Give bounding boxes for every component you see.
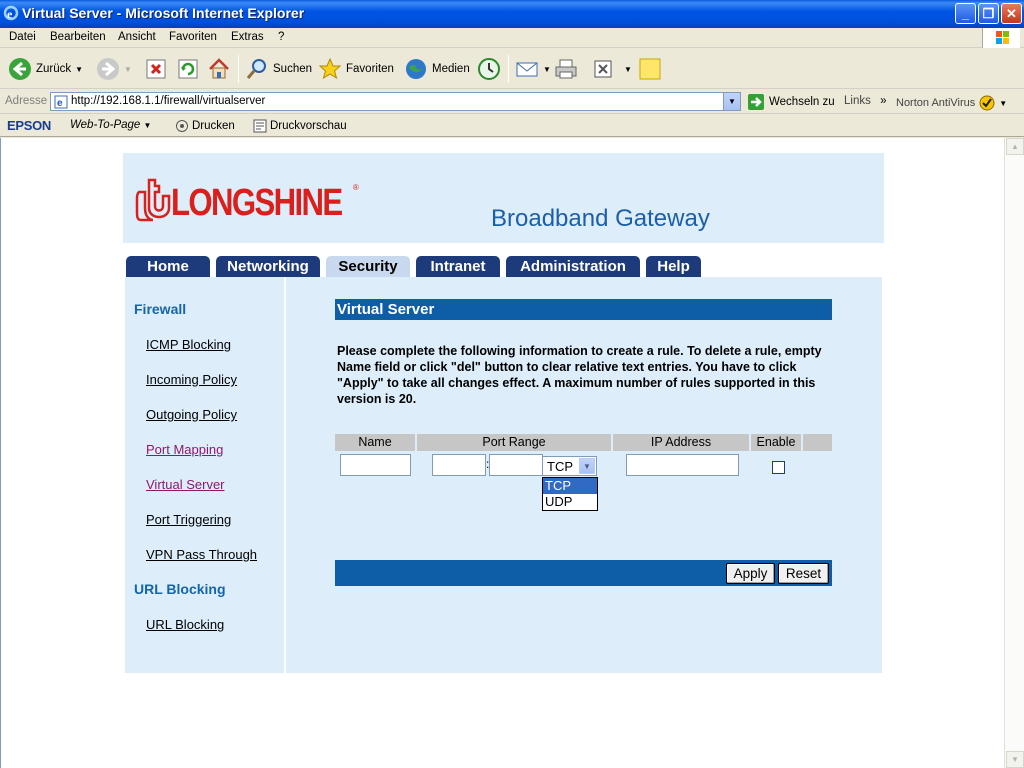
scroll-down-icon[interactable]: ▼ — [1006, 751, 1024, 768]
sidebar — [125, 277, 284, 673]
sidebar-item-incoming-policy[interactable]: Incoming Policy — [146, 372, 238, 387]
tab-home[interactable]: Home — [126, 256, 210, 277]
sidebar-item-virtual-server[interactable]: Virtual Server — [146, 477, 225, 492]
protocol-select[interactable] — [542, 456, 597, 476]
stop-button[interactable] — [145, 55, 167, 83]
star-icon — [318, 57, 342, 81]
longshine-logo — [135, 178, 359, 222]
address-label: Adresse — [5, 95, 48, 107]
browser-viewport — [0, 138, 1004, 768]
menu-ansicht[interactable]: Ansicht — [118, 31, 156, 43]
maximize-button[interactable]: ❐ — [978, 3, 999, 24]
product-title: Broadband Gateway — [491, 205, 710, 232]
svg-text:e: e — [7, 7, 13, 21]
norton-label: Norton AntiVirus — [896, 97, 976, 109]
sidebar-section-url-blocking: URL Blocking — [134, 581, 226, 597]
apply-button[interactable]: Apply — [726, 563, 775, 584]
mail-icon — [515, 57, 539, 81]
page-icon — [54, 95, 68, 109]
toolbar — [0, 49, 1024, 89]
epson-preview-button[interactable] — [253, 119, 347, 133]
refresh-icon — [177, 58, 199, 80]
menu-help[interactable]: ? — [278, 31, 285, 43]
forward-dropdown-icon: ▼ — [124, 64, 132, 74]
toolbar-separator — [238, 55, 239, 83]
port-range-separator: : — [486, 457, 490, 471]
port-start-input[interactable] — [432, 454, 486, 476]
messenger-button[interactable] — [638, 55, 662, 83]
norton-antivirus-button[interactable] — [896, 95, 1007, 111]
epson-print-button[interactable] — [175, 119, 235, 133]
go-label: Wechseln zu — [769, 96, 835, 108]
rules-table-header — [335, 434, 832, 451]
links-button[interactable] — [844, 95, 886, 107]
tab-security[interactable]: Security — [326, 256, 410, 277]
tab-help[interactable]: Help — [646, 256, 701, 277]
protocol-dropdown-list — [542, 477, 598, 511]
forward-arrow-icon — [96, 57, 120, 81]
menu-favoriten[interactable]: Favoriten — [169, 31, 217, 43]
sidebar-item-icmp-blocking[interactable]: ICMP Blocking — [146, 337, 232, 352]
media-globe-icon — [404, 57, 428, 81]
address-dropdown-icon[interactable]: ▼ — [723, 93, 740, 110]
sidebar-item-port-mapping[interactable]: Port Mapping — [146, 442, 224, 457]
toolbar-separator — [508, 55, 509, 83]
favorites-button[interactable] — [318, 55, 394, 83]
printer-icon — [554, 57, 578, 81]
rule-name-input[interactable] — [340, 454, 411, 476]
epson-logo: EPSON — [7, 118, 52, 133]
enable-checkbox[interactable] — [772, 461, 785, 474]
main-content — [286, 277, 882, 673]
window-titlebar — [0, 0, 1024, 28]
epson-print-label: Drucken — [192, 120, 235, 132]
registered-mark: ® — [352, 183, 359, 192]
search-icon — [245, 57, 269, 81]
address-url: http://192.168.1.1/firewall/virtualserver — [71, 95, 266, 107]
go-button[interactable] — [747, 92, 835, 112]
go-arrow-icon — [747, 93, 765, 111]
history-icon — [477, 57, 501, 81]
edit-window-icon — [592, 58, 614, 80]
address-input[interactable] — [50, 92, 741, 111]
norton-dropdown-icon[interactable]: ▼ — [999, 98, 1008, 108]
window-title: Virtual Server - Microsoft Internet Explorer — [22, 5, 305, 21]
sidebar-section-firewall: Firewall — [134, 301, 187, 317]
internet-explorer-icon — [3, 5, 19, 21]
column-ip-address: IP Address — [613, 434, 749, 451]
home-icon — [207, 57, 231, 81]
ip-address-input[interactable] — [626, 454, 739, 476]
links-chevron-icon: » — [880, 95, 887, 107]
tab-intranet[interactable]: Intranet — [416, 256, 500, 277]
vertical-scrollbar[interactable] — [1004, 138, 1024, 768]
home-button[interactable] — [207, 55, 231, 83]
edit-button[interactable] — [592, 55, 632, 83]
back-button[interactable] — [8, 55, 83, 83]
page-description: Please complete the following information to create a rule. To delete a rule, empty Name field or click "del" button to clear relative text entries. You have to click "Apply" to take all changes effect. A maximum number of rules supported in this version is 20. — [337, 344, 822, 406]
note-icon — [638, 57, 662, 81]
sidebar-item-outgoing-policy[interactable]: Outgoing Policy — [146, 407, 238, 422]
minimize-button[interactable]: _ — [955, 3, 976, 24]
column-port-range: Port Range — [417, 434, 611, 451]
longshine-logo-icon — [135, 178, 171, 222]
sidebar-item-url-blocking[interactable]: URL Blocking — [146, 617, 225, 632]
back-arrow-icon — [8, 57, 32, 81]
column-enable: Enable — [751, 434, 801, 451]
web-to-page-dropdown-icon: ▼ — [143, 121, 152, 130]
protocol-option-udp[interactable]: UDP — [545, 494, 573, 509]
favorites-label: Favoriten — [346, 63, 394, 75]
edit-dropdown-icon[interactable]: ▼ — [624, 64, 632, 74]
scroll-up-icon[interactable]: ▲ — [1006, 138, 1024, 155]
column-name: Name — [335, 434, 415, 451]
svg-text:e: e — [57, 98, 63, 109]
mail-button[interactable] — [515, 55, 551, 83]
protocol-selected-value: TCP — [547, 459, 573, 474]
print-button[interactable] — [554, 55, 578, 83]
web-to-page-label: Web-To-Page — [70, 119, 141, 131]
forward-button[interactable] — [96, 55, 132, 83]
menu-bearbeiten[interactable]: Bearbeiten — [50, 31, 106, 43]
stop-icon — [145, 58, 167, 80]
media-button[interactable] — [404, 55, 470, 83]
epson-preview-label: Druckvorschau — [270, 120, 347, 132]
refresh-button[interactable] — [177, 55, 199, 83]
brand-name: LONGSHINE — [171, 182, 342, 224]
column-extra — [803, 434, 832, 451]
chevron-down-icon[interactable]: ▼ — [579, 458, 595, 474]
search-button[interactable] — [245, 55, 312, 83]
norton-shield-icon — [979, 95, 995, 111]
print-preview-icon — [253, 119, 267, 133]
action-bar — [335, 560, 832, 586]
media-label: Medien — [432, 63, 470, 75]
print-icon — [175, 119, 189, 133]
search-label: Suchen — [273, 63, 313, 75]
menu-datei[interactable]: Datei — [9, 31, 36, 43]
sidebar-item-port-triggering[interactable]: Port Triggering — [146, 512, 232, 527]
windows-logo-icon — [982, 28, 1020, 48]
history-button[interactable] — [477, 55, 501, 83]
menu-bar — [0, 28, 1024, 48]
epson-toolbar — [0, 115, 1024, 137]
web-to-page-menu[interactable] — [70, 119, 151, 131]
sidebar-item-vpn-pass-through[interactable]: VPN Pass Through — [146, 547, 258, 562]
tab-administration[interactable]: Administration — [506, 256, 640, 277]
links-label: Links — [844, 95, 871, 107]
close-button[interactable]: ✕ — [1001, 3, 1022, 24]
tab-networking[interactable]: Networking — [216, 256, 320, 277]
menu-extras[interactable]: Extras — [231, 31, 264, 43]
address-bar — [0, 90, 1024, 114]
port-end-input[interactable] — [489, 454, 543, 476]
back-dropdown-icon[interactable]: ▼ — [75, 64, 84, 74]
page-title: Virtual Server — [335, 299, 832, 320]
protocol-option-tcp[interactable]: TCP — [543, 478, 597, 494]
mail-dropdown-icon[interactable]: ▼ — [543, 64, 551, 74]
back-label: Zurück — [36, 63, 72, 75]
reset-button[interactable]: Reset — [778, 563, 829, 584]
router-header — [123, 153, 884, 243]
